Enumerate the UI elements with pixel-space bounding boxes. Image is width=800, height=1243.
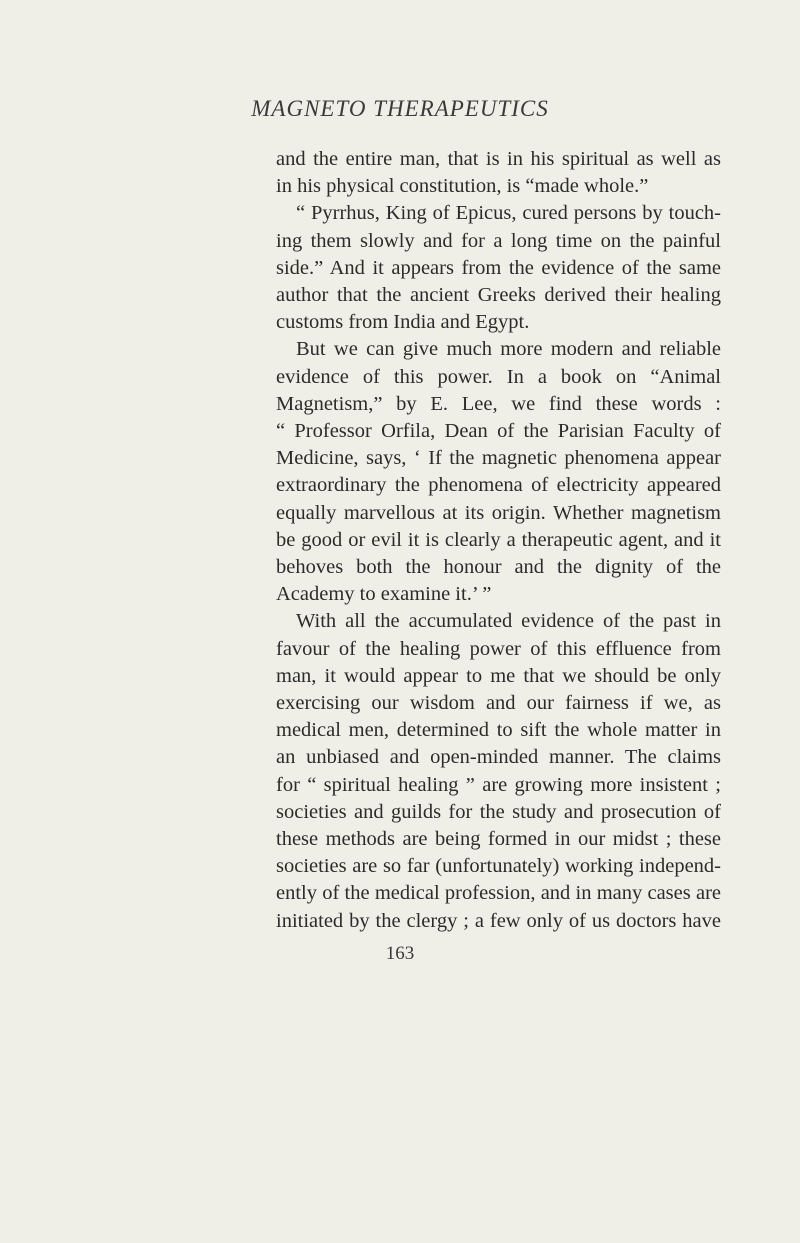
text-line: medical men, determined to sift the whole matter in: [276, 719, 721, 742]
running-head: MAGNETO THERAPEUTICS: [251, 96, 549, 121]
text-line: these methods are being formed in our midst ; these: [276, 828, 721, 851]
text-line: and the entire man, that is in his spiritual as well as: [276, 148, 721, 170]
text-line: “ Professor Orfila, Dean of the Parisian Faculty of: [276, 420, 721, 443]
text-line: exercising our wisdom and our fairness if we, as: [276, 692, 721, 715]
text-line: Academy to examine it.’ ”: [276, 583, 492, 606]
text-line: side.” And it appears from the evidence of the same: [276, 256, 721, 279]
page-number: 163: [385, 942, 415, 964]
text-line: behoves both the honour and the dignity of the: [276, 556, 721, 579]
text-line: man, it would appear to me that we should be only: [276, 664, 721, 687]
text-line: ently of the medical profession, and in many cases are: [276, 882, 721, 905]
text-line: in his physical constitution, is “made whole.”: [276, 175, 649, 198]
text-line: evidence of this power. In a book on “Animal: [276, 365, 721, 388]
text-line: ing them slowly and for a long time on the painful: [276, 229, 721, 252]
text-line: initiated by the clergy ; a few only of us doctors have: [276, 909, 721, 932]
text-line: Magnetism,” by E. Lee, we find these words :: [276, 392, 721, 415]
body-text: [276, 146, 721, 935]
text-line: favour of the healing power of this effluence from: [276, 637, 721, 660]
text-line: an unbiased and open-minded manner. The claims: [276, 746, 721, 769]
text-line: be good or evil it is clearly a therapeutic agent, and it: [276, 528, 721, 551]
text-line: customs from India and Egypt.: [276, 311, 530, 334]
text-line: societies and guilds for the study and prosecution of: [276, 800, 721, 823]
text-line: But we can give much more modern and reliable: [296, 338, 721, 361]
text-line: “ Pyrrhus, King of Epicus, cured persons by touch-: [296, 202, 721, 225]
text-line: author that the ancient Greeks derived their healing: [276, 284, 721, 307]
text-line: Medicine, says, ‘ If the magnetic phenomena appear: [276, 447, 721, 470]
text-line: With all the accumulated evidence of the past in: [296, 610, 721, 633]
text-line: for “ spiritual healing ” are growing more insistent ;: [276, 773, 721, 796]
text-line: equally marvellous at its origin. Whether magnetism: [276, 501, 721, 524]
text-line: extraordinary the phenomena of electricity appeared: [276, 474, 721, 497]
text-line: societies are so far (unfortunately) working independ-: [276, 855, 721, 878]
